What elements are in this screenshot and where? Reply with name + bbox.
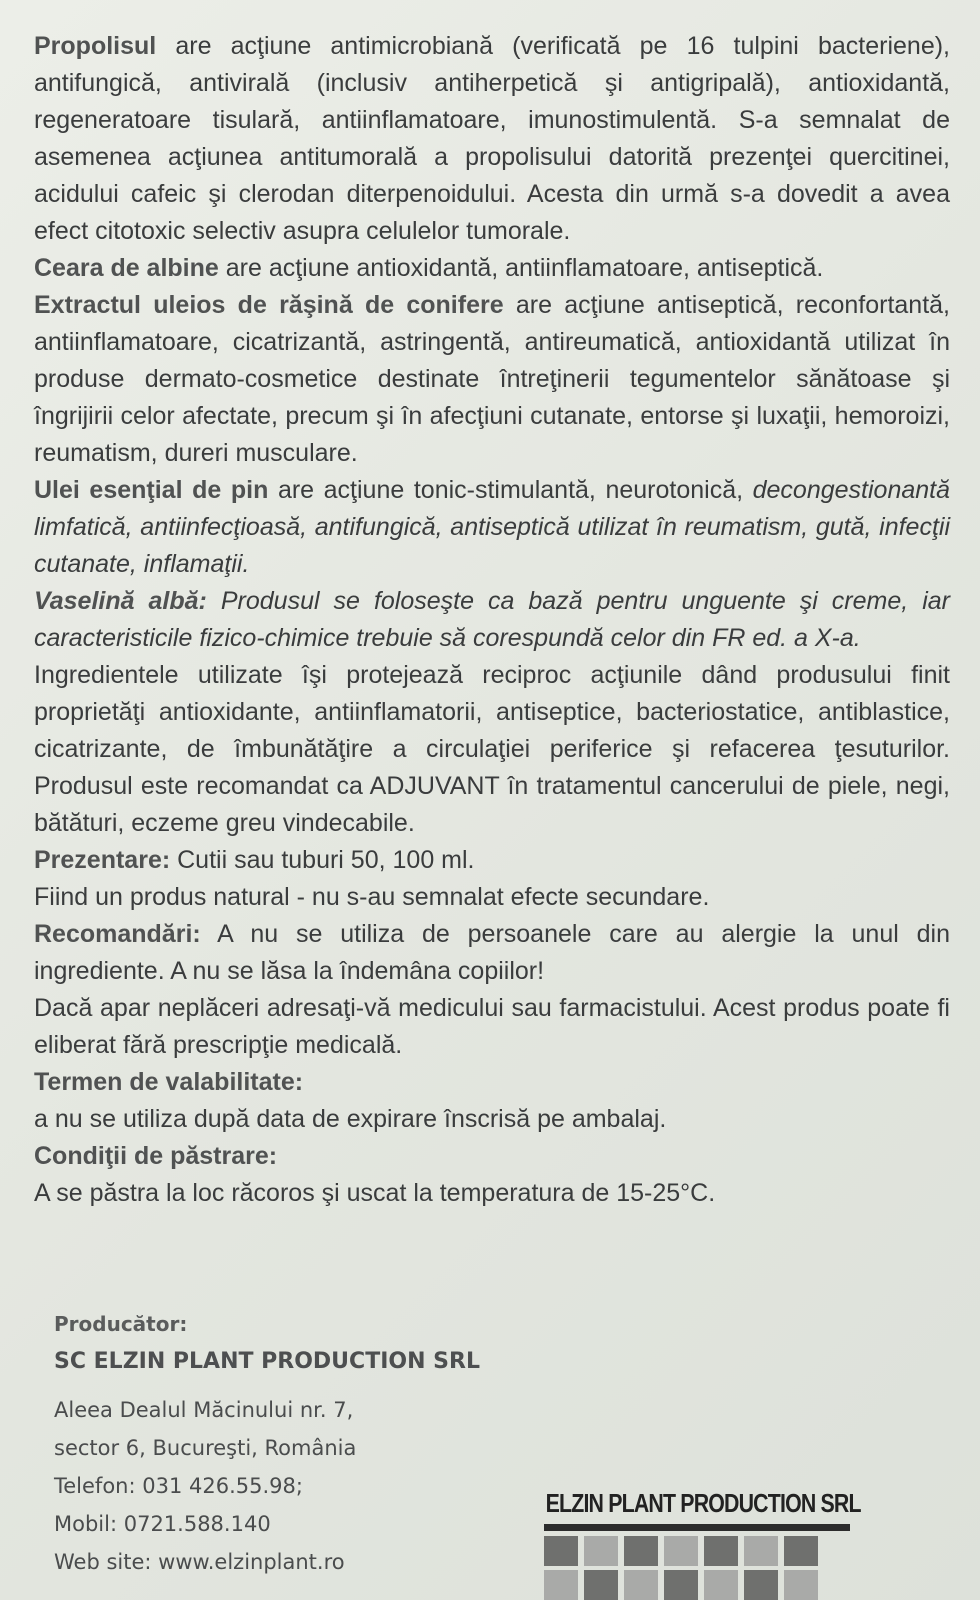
presentation-label: Prezentare: [34,846,171,874]
recommendations-paragraph [34,916,950,990]
side-effects-paragraph: Fiind un produs natural - nu s-au semnalat efecte secundare. [34,883,710,911]
producer-mobile: Mobil: 0721.588.140 [54,1512,271,1536]
recommendations-text: A nu se utiliza de persoanele care au alergie la unul din ingrediente. A nu se lăsa la îndemâna copiilor! [34,920,950,985]
wax-label: Ceara de albine [34,254,219,282]
company-logo [544,1488,861,1600]
validity-label: Termen de valabilitate: [34,1068,304,1096]
producer-address-line2: sector 6, Bucureşti, România [54,1436,357,1460]
propolis-text: are acţiune antimicrobiană (verificată pe 16 tulpini bacteriene), antifungică, antivirală (inclusiv antiherpetică şi antigripală), antioxidantă, regeneratoare tisulară, antiinflamatoare, imunostimulentă. S-a semnalat de asemenea acţiunea antitumorală a propolisului datorită prezenţei quercitinei, acidului cafeic şi clerodan diterpenoidului. Acesta din urmă s-a dovedit a avea efect citotoxic selectiv asupra celulelor tumorale. [34,32,950,245]
presentation-paragraph [34,842,950,879]
advice-paragraph: Dacă apar neplăceri adresaţi-vă medicului sau farmacistului. Acest produs poate fi eliberat fără prescripţie medicală. [34,994,950,1059]
logo-tile [624,1570,658,1600]
logo-tile [584,1570,618,1600]
resin-text: are acţiune antiseptică, reconfortantă, antiinflamatoare, cicatrizantă, astringentă, antireumatică, antioxidantă utilizat în produse dermato-cosmetice destinate întreţinerii tegumentelor sănătoase şi îngrijirii celor afectate, precum şi în afecţiuni cutanate, entorse şi luxaţii, hemoroizi, reumatism, dureri musculare. [34,291,950,467]
storage-text: A se păstra la loc răcoros şi uscat la temperatura de 15-25°C. [34,1179,716,1207]
logo-tile [544,1570,578,1600]
resin-label: Extractul uleios de răşină de conifere [34,291,504,319]
logo-tiles [544,1536,850,1600]
vaseline-text: Produsul se foloseşte ca bază pentru unguente şi creme, iar caracteristicile fizico-chimice trebuie să corespundă celor din FR ed. a X-a. [34,587,950,652]
pine-text: are acţiune tonic-stimulantă, neurotonică, [268,476,753,504]
vaseline-label: Vaselină albă: [34,587,207,615]
logo-tile [704,1570,738,1600]
recommendations-label: Recomandări: [34,920,201,948]
logo-tile [664,1570,698,1600]
propolis-paragraph [34,28,950,250]
producer-label: Producător: [54,1312,188,1336]
propolis-label: Propolisul [34,32,157,60]
logo-tile [544,1536,578,1566]
producer-phone: Telefon: 031 426.55.98; [54,1474,303,1498]
producer-address-line1: Aleea Dealul Măcinului nr. 7, [54,1398,354,1422]
leaflet-text [34,28,950,1212]
logo-tile [584,1536,618,1566]
logo-tile [744,1570,778,1600]
presentation-text: Cutii sau tuburi 50, 100 ml. [170,846,475,874]
producer-company: SC ELZIN PLANT PRODUCTION SRL [54,1349,480,1374]
storage-label: Condiţii de păstrare: [34,1142,278,1170]
logo-bar [544,1524,850,1531]
vaseline-paragraph [34,583,950,657]
logo-tile [624,1536,658,1566]
producer-website: Web site: www.elzinplant.ro [54,1550,345,1574]
wax-text: are acţiune antioxidantă, antiinflamatoare, antiseptică. [218,254,824,282]
logo-tile [704,1536,738,1566]
logo-tile [664,1536,698,1566]
producer-block [54,1305,534,1581]
pine-paragraph [34,472,950,583]
pine-text-italic: decongestionantă limfatică, antiinfecţioasă, antifungică, antiseptică utilizat în reumatism, gută, infecţii cutanate, inflamaţii. [34,476,951,578]
resin-paragraph [34,287,950,472]
logo-tile [744,1536,778,1566]
logo-tile [784,1536,818,1566]
validity-text: a nu se utiliza după data de expirare înscrisă pe ambalaj. [34,1105,667,1133]
pine-label: Ulei esenţial de pin [34,476,269,504]
logo-tile [784,1570,818,1600]
logo-text: ELZIN PLANT PRODUCTION SRL [545,1488,861,1518]
ingredients-paragraph: Ingredientele utilizate îşi protejează reciproc acţiunile dând produsului finit proprietăţi antioxidante, antiinflamatorii, antiseptice, bacteriostatice, antiblastice, cicatrizante, de îmbunătăţire a circulaţiei periferice şi refacerea ţesuturilor. Produsul este recomandat ca ADJUVANT în tratamentul cancerului de piele, negi, bătături, eczeme greu vindecabile. [34,661,950,837]
wax-paragraph [34,250,950,287]
